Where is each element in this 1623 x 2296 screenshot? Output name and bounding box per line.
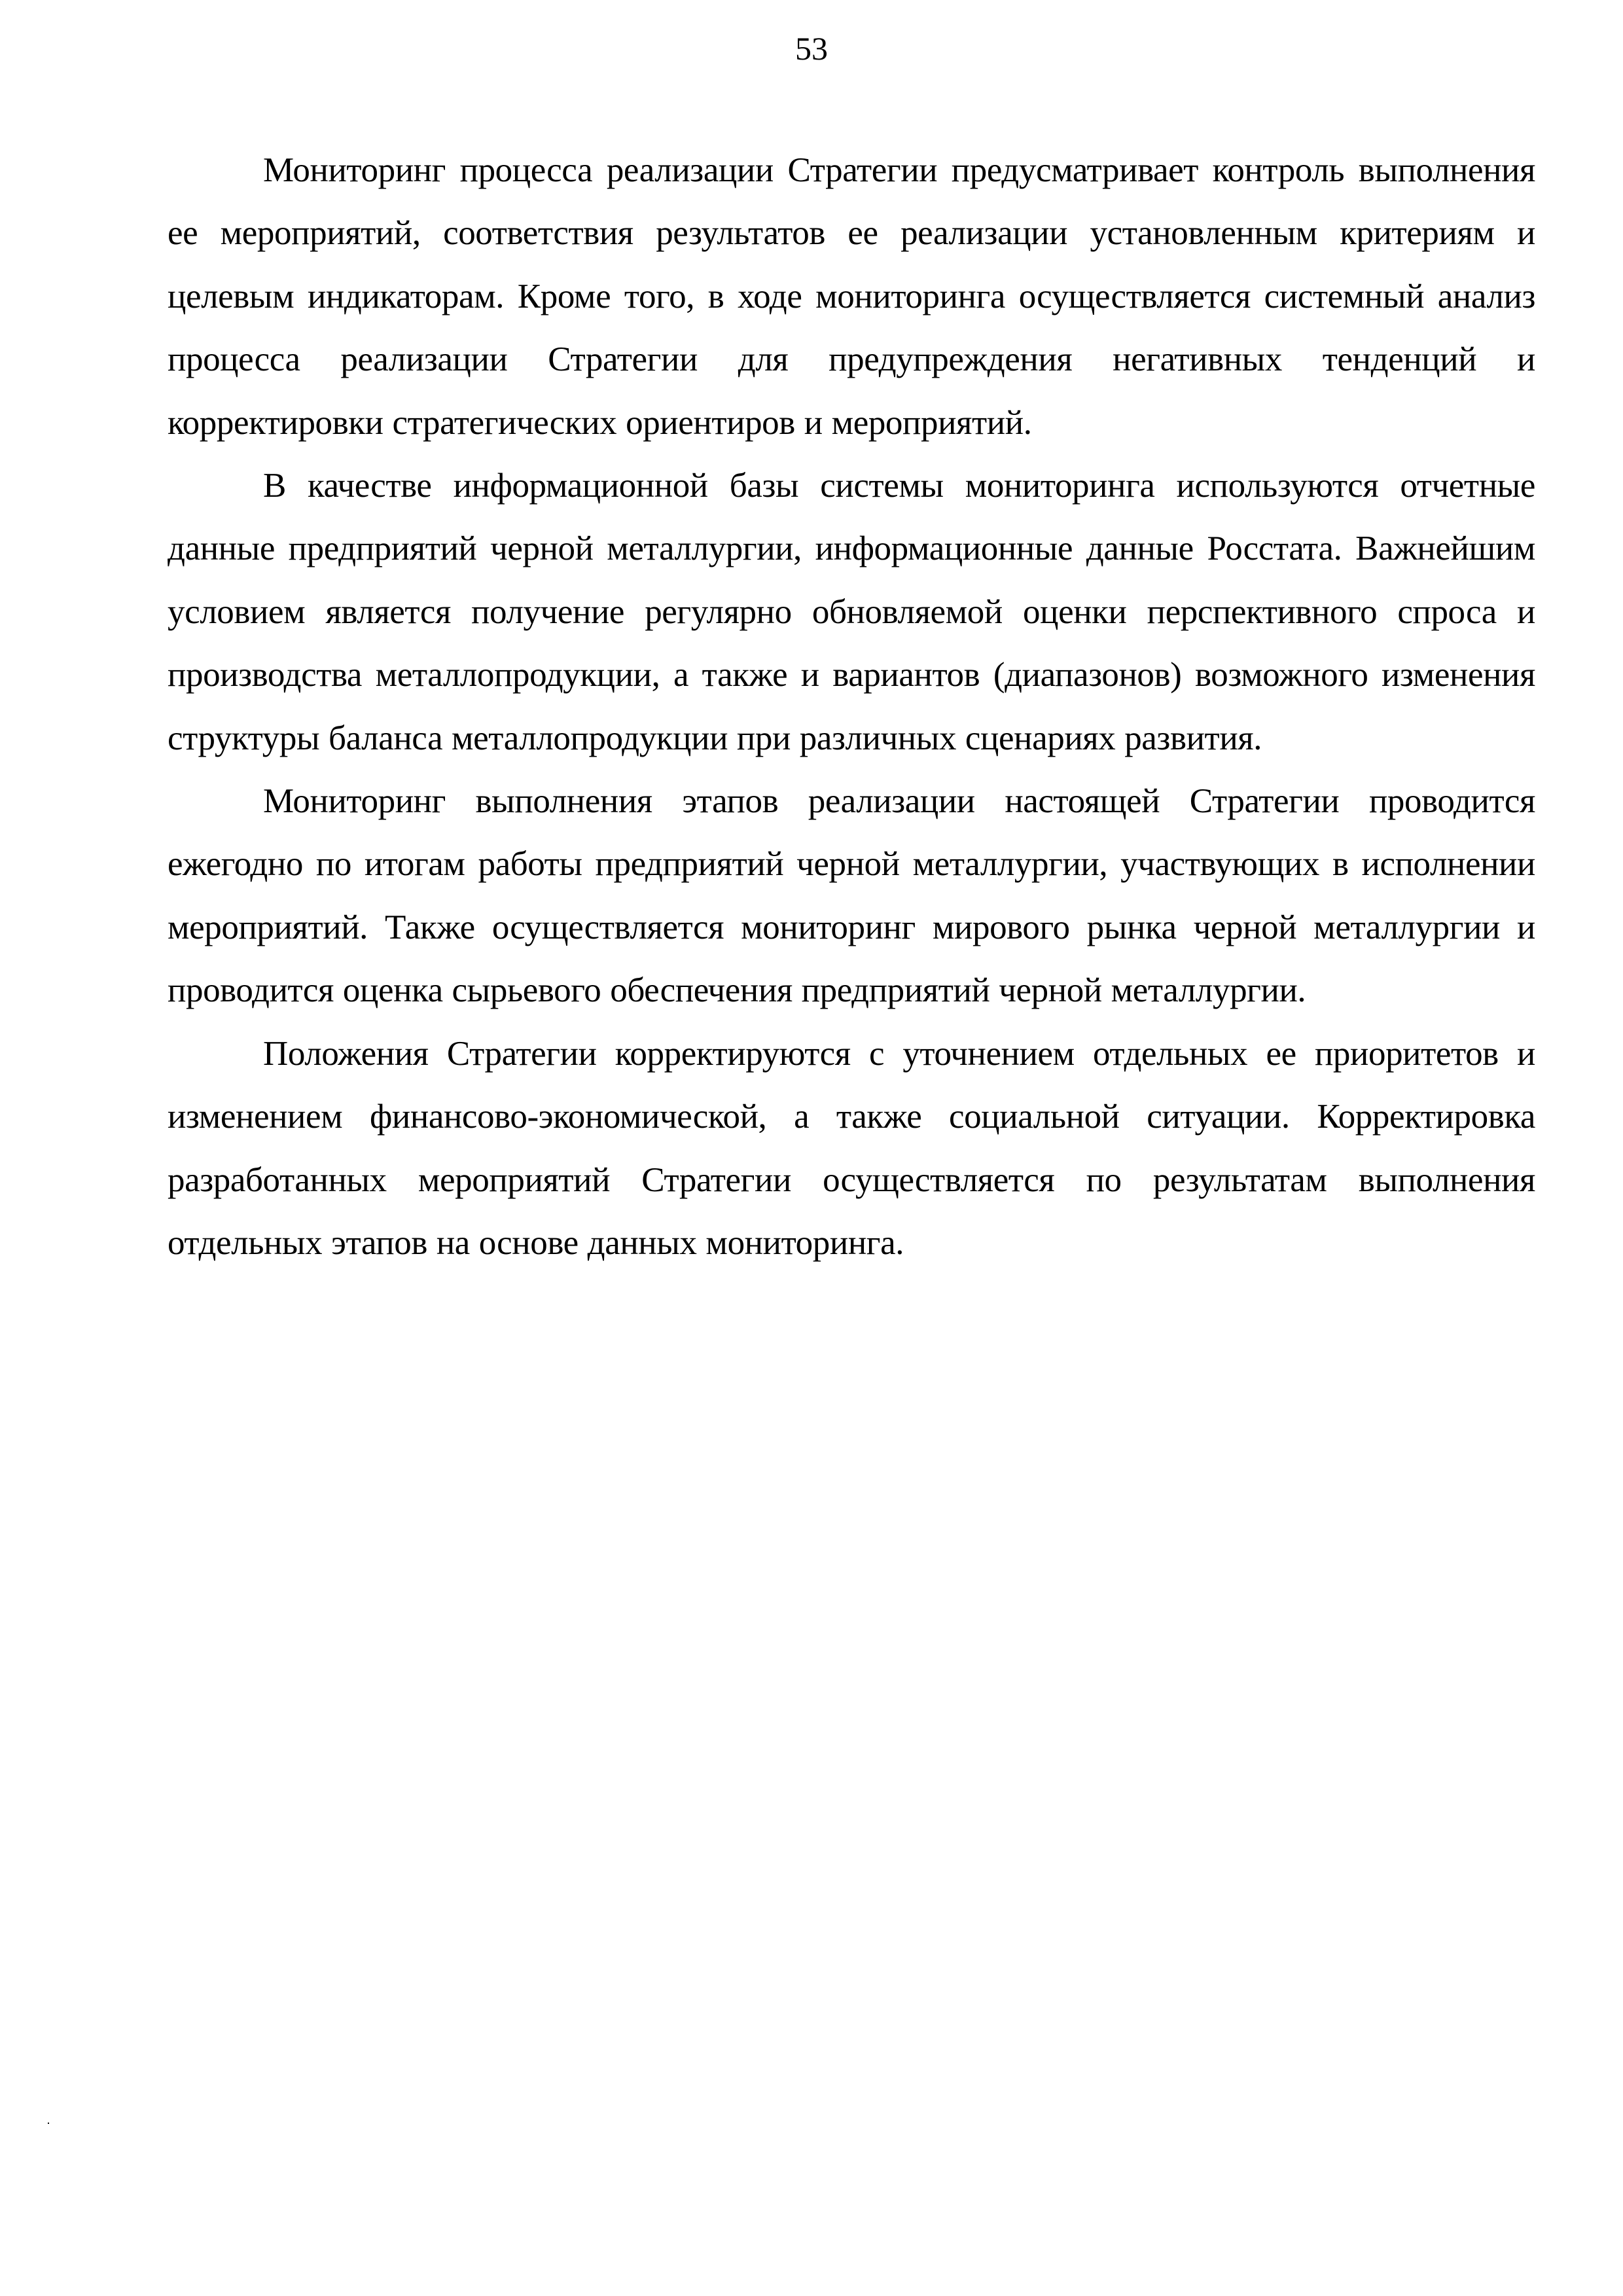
body-text — [168, 139, 1535, 1274]
scan-artifact — [48, 2123, 49, 2124]
page-number: 53 — [795, 30, 828, 67]
paragraph-strategy-adjustment: Положения Стратегии корректируются с уточнением отдельных ее приоритетов и изменением финансово-экономической, а также социальной ситуации. Корректировка разработанных мероприятий Стратегии осуществляется по результатам выполнения отдельных этапов на основе данных мониторинга. — [168, 1034, 1535, 1262]
paragraph-information-base: В качестве информационной базы системы мониторинга используются отчетные данные предприятий черной металлургии, информационные данные Росстата. Важнейшим условием является получение регулярно обновляемой оценки перспективного спроса и производства металлопродукции, а также и вариантов (диапазонов) возможного изменения структуры баланса металлопродукции при различных сценариях развития. — [168, 467, 1535, 757]
paragraph-monitoring-process: Мониторинг процесса реализации Стратегии предусматривает контроль выполнения ее мероприятий, соответствия результатов ее реализации установленным критериям и целевым индикаторам. Кроме того, в ходе мониторинга осуществляется системный анализ процесса реализации Стратегии для предупреждения негативных тенденций и корректировки стратегических ориентиров и мероприятий. — [168, 151, 1535, 442]
paragraph-annual-monitoring: Мониторинг выполнения этапов реализации настоящей Стратегии проводится ежегодно по итогам работы предприятий черной металлургии, участвующих в исполнении мероприятий. Также осуществляется мониторинг мирового рынка черной металлургии и проводится оценка сырьевого обеспечения предприятий черной металлургии. — [168, 782, 1535, 1010]
